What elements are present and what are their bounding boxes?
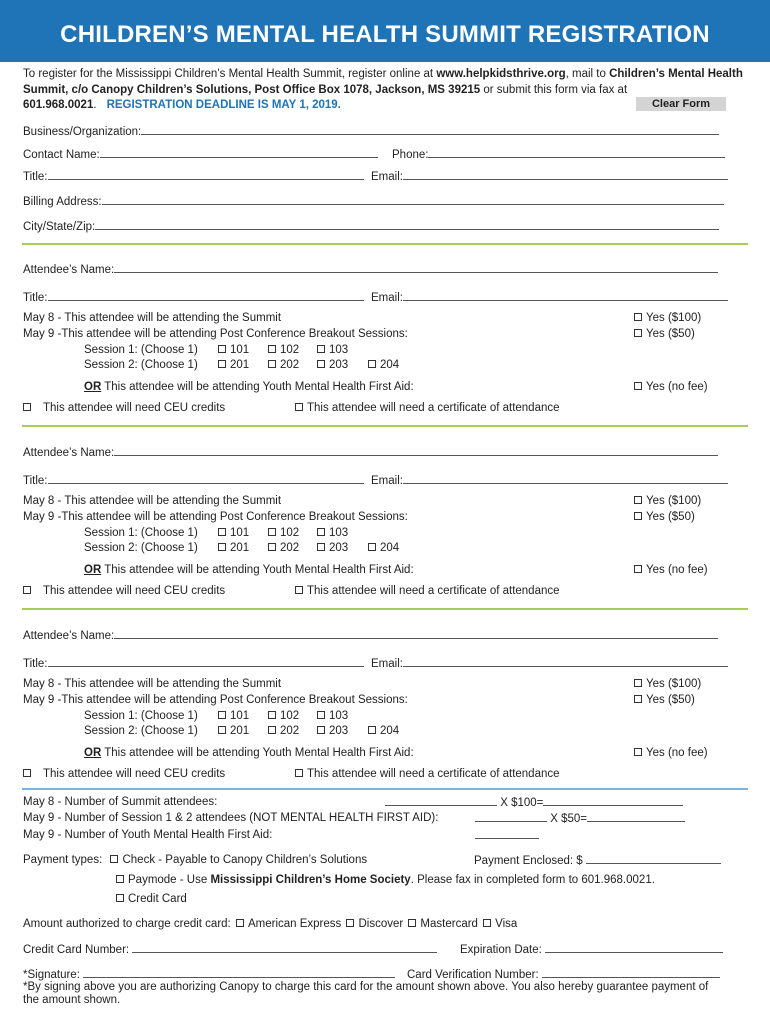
youth-count-field[interactable] xyxy=(475,828,539,839)
attendee-1-name-field[interactable] xyxy=(114,262,718,273)
attendee-3-email-field[interactable] xyxy=(403,656,728,667)
attendee-3-youth-checkbox[interactable] xyxy=(634,748,642,756)
attendee-3-ceu-checkbox[interactable] xyxy=(23,769,31,777)
divider xyxy=(22,243,748,245)
attendee-1-youth-checkbox[interactable] xyxy=(634,382,642,390)
session-202-checkbox[interactable] xyxy=(268,543,276,551)
session-204-checkbox[interactable] xyxy=(368,543,376,551)
attendee-2-name-field[interactable] xyxy=(114,445,718,456)
attendee-2-breakout-checkbox[interactable] xyxy=(634,512,642,520)
check-checkbox[interactable] xyxy=(110,855,118,863)
attendee-1-ceu-checkbox[interactable] xyxy=(23,403,31,411)
attendee-name-row: Attendee’s Name: xyxy=(23,262,718,277)
sessions-count-field[interactable] xyxy=(475,811,547,822)
attendee-2-certificate-checkbox[interactable] xyxy=(295,586,303,594)
intro-text: To register for the Mississippi Children’s Mental Health Summit, register online at www.helpkidsthrive.org, mail to Children’s Mental Health Summit, c/o Canopy Children’s Solutions, Post Office Box 1078, Jackson, MS 39215 or submit this form via fax at 601.968.0021. REGISTRATION DEADLINE IS MAY 1, 2019. xyxy=(23,68,743,111)
deadline-notice: REGISTRATION DEADLINE IS MAY 1, 2019. xyxy=(106,99,341,111)
billing-field[interactable] xyxy=(102,194,724,205)
divider xyxy=(22,608,748,610)
expiration-field[interactable] xyxy=(545,942,723,953)
website-link[interactable]: www.helpkidsthrive.org xyxy=(436,68,566,80)
discover-checkbox[interactable] xyxy=(346,919,354,927)
city-field[interactable] xyxy=(95,219,719,230)
amex-checkbox[interactable] xyxy=(236,919,244,927)
attendee-2-summit-checkbox[interactable] xyxy=(634,496,642,504)
session-204-checkbox[interactable] xyxy=(368,360,376,368)
phone-field[interactable] xyxy=(428,147,725,158)
session-201-checkbox[interactable] xyxy=(218,543,226,551)
attendee-1-title-field[interactable] xyxy=(48,290,364,301)
session-101-checkbox[interactable] xyxy=(218,528,226,536)
divider xyxy=(22,788,748,790)
attendee-3-title-field[interactable] xyxy=(48,656,364,667)
attendee-3-name-field[interactable] xyxy=(114,628,718,639)
attendee-1-breakout-checkbox[interactable] xyxy=(634,329,642,337)
sessions-total-field[interactable] xyxy=(587,811,685,822)
session-202-checkbox[interactable] xyxy=(268,726,276,734)
session-101-checkbox[interactable] xyxy=(218,711,226,719)
clear-form-button[interactable]: Clear Form xyxy=(636,97,726,111)
authorization-note: *By signing above you are authorizing Canopy to charge this card for the amount shown above. You also hereby guarantee payment of the amount shown. xyxy=(23,981,709,1006)
summit-total-field[interactable] xyxy=(543,795,683,806)
session-102-checkbox[interactable] xyxy=(268,711,276,719)
session-101-checkbox[interactable] xyxy=(218,345,226,353)
session-102-checkbox[interactable] xyxy=(268,528,276,536)
attendee-2-youth-checkbox[interactable] xyxy=(634,565,642,573)
session-203-checkbox[interactable] xyxy=(317,726,325,734)
session-201-checkbox[interactable] xyxy=(218,726,226,734)
visa-checkbox[interactable] xyxy=(483,919,491,927)
session-201-checkbox[interactable] xyxy=(218,360,226,368)
divider xyxy=(22,425,748,427)
session-204-checkbox[interactable] xyxy=(368,726,376,734)
summit-count-field[interactable] xyxy=(385,795,497,806)
session-202-checkbox[interactable] xyxy=(268,360,276,368)
session-203-checkbox[interactable] xyxy=(317,543,325,551)
attendee-3-summit-checkbox[interactable] xyxy=(634,679,642,687)
cvn-field[interactable] xyxy=(542,967,720,978)
attendee-2-email-field[interactable] xyxy=(403,473,728,484)
contact-row: Contact Name: xyxy=(23,147,378,162)
attendee-3-breakout-checkbox[interactable] xyxy=(634,695,642,703)
attendee-2-title-field[interactable] xyxy=(48,473,364,484)
signature-field[interactable] xyxy=(83,967,395,978)
paymode-checkbox[interactable] xyxy=(116,875,124,883)
business-field[interactable] xyxy=(141,124,719,135)
session-203-checkbox[interactable] xyxy=(317,360,325,368)
attendee-name-row: Attendee’s Name: xyxy=(23,445,718,460)
page-title: CHILDREN’S MENTAL HEALTH SUMMIT REGISTRATION xyxy=(0,0,770,62)
contact-email-field[interactable] xyxy=(403,169,728,180)
attendee-1-certificate-checkbox[interactable] xyxy=(295,403,303,411)
contact-title-field[interactable] xyxy=(48,169,364,180)
business-row: Business/Organization: xyxy=(23,124,719,139)
attendee-1-email-field[interactable] xyxy=(403,290,728,301)
attendee-2-ceu-checkbox[interactable] xyxy=(23,586,31,594)
attendee-1-summit-checkbox[interactable] xyxy=(634,313,642,321)
mastercard-checkbox[interactable] xyxy=(408,919,416,927)
session-103-checkbox[interactable] xyxy=(317,528,325,536)
session-103-checkbox[interactable] xyxy=(317,711,325,719)
session-103-checkbox[interactable] xyxy=(317,345,325,353)
credit-card-checkbox[interactable] xyxy=(116,894,124,902)
contact-name-field[interactable] xyxy=(100,147,378,158)
attendee-name-row: Attendee’s Name: xyxy=(23,628,718,643)
payment-enclosed-field[interactable] xyxy=(586,853,721,864)
session-102-checkbox[interactable] xyxy=(268,345,276,353)
card-number-field[interactable] xyxy=(132,942,437,953)
attendee-3-certificate-checkbox[interactable] xyxy=(295,769,303,777)
